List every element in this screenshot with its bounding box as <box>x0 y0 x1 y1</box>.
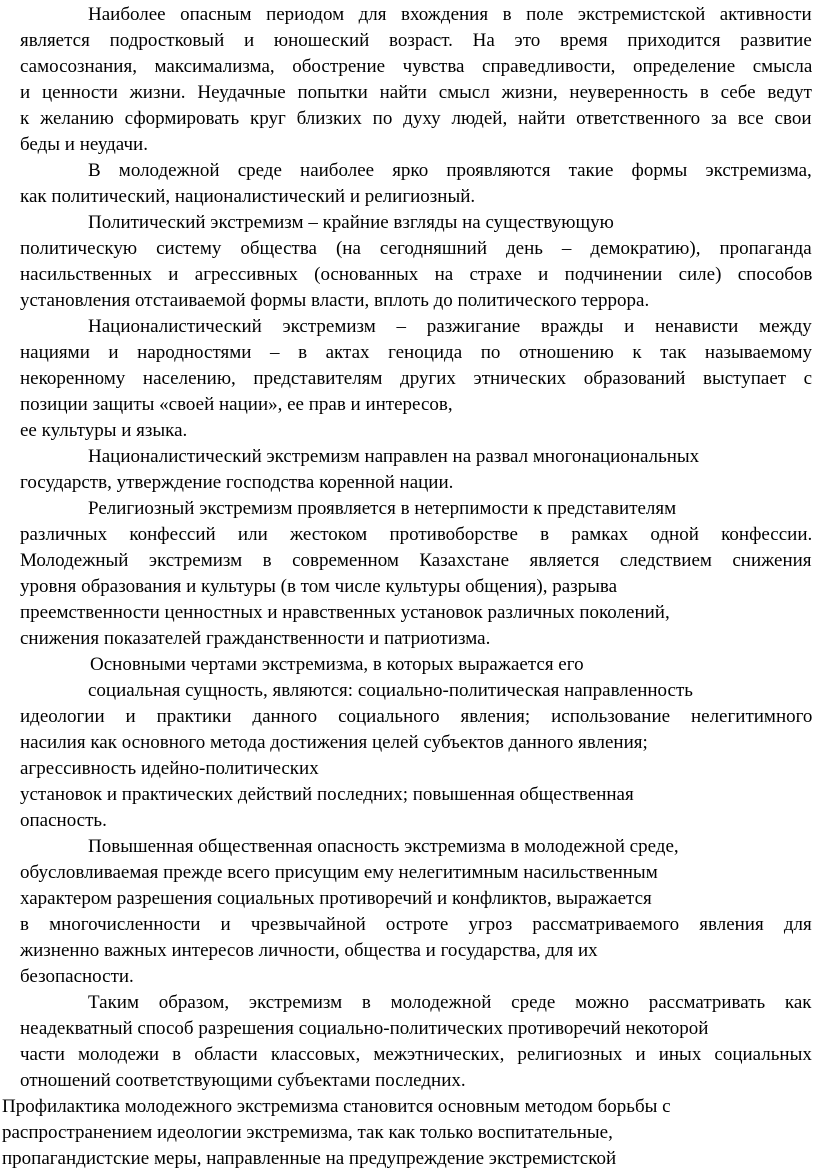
text-line: позиции защиты «своей нации», ее прав и интересов, <box>20 394 453 415</box>
text-line: распространением идеологии экстремизма, так как только воспитательные, <box>2 1122 613 1143</box>
text-line: преемственности ценностных и нравственных установок различных поколений, <box>20 602 670 623</box>
text-line: установок и практических действий последних; повышенная общественная <box>20 784 634 805</box>
text-line: как политический, националистический и религиозный. <box>20 186 476 207</box>
text-line: государств, утверждение господства коренной нации. <box>20 472 454 493</box>
text-line: некоренному населению, представителям других этнических образований выступает с <box>20 368 813 389</box>
text-line: Профилактика молодежного экстремизма становится основным методом борьбы с <box>2 1096 671 1117</box>
text-line: ее культуры и языка. <box>20 420 188 441</box>
text-line: является подростковый и юношеский возраст. На это время приходится развитие <box>20 30 812 51</box>
text-line: установления отстаиваемой формы власти, вплоть до политического террора. <box>20 290 650 311</box>
text-line: идеологии и практики данного социального явления; использование нелегитимного <box>20 706 813 727</box>
text-line: насилия как основного метода достижения целей субъектов данного явления; <box>20 732 648 753</box>
text-line: Политический экстремизм – крайние взгляды на существующую <box>88 212 614 233</box>
text-line: нациями и народностями – в актах геноцида по отношению к так называемому <box>20 342 813 363</box>
text-line: Националистический экстремизм – разжигание вражды и ненависти между <box>88 316 812 337</box>
text-line: безопасности. <box>20 966 134 987</box>
text-line: снижения показателей гражданственности и патриотизма. <box>20 628 491 649</box>
text-line: различных конфессий или жестоком противоборстве в рамках одной конфессии. <box>20 524 813 545</box>
text-line: обусловливаемая прежде всего присущим ему нелегитимным насильственным <box>20 862 658 883</box>
text-line: Основными чертами экстремизма, в которых выражается его <box>90 654 584 675</box>
text-line: пропагандистские меры, направленные на предупреждение экстремистской <box>2 1148 617 1169</box>
text-line: Религиозный экстремизм проявляется в нетерпимости к представителям <box>88 498 677 519</box>
text-line: беды и неудачи. <box>20 134 148 155</box>
text-line: уровня образования и культуры (в том числе культуры общения), разрыва <box>20 576 618 597</box>
text-line: к желанию сформировать круг близких по духу людей, найти ответственного за все свои <box>20 108 812 129</box>
text-line: и ценности жизни. Неудачные попытки найти смысл жизни, неуверенность в себе ведут <box>20 82 812 103</box>
text-line: жизненно важных интересов личности, общества и государства, для их <box>20 940 598 961</box>
text-line: политическую систему общества (на сегодняшний день – демократию), пропаганда <box>20 238 812 259</box>
text-line: опасность. <box>20 810 107 831</box>
text-line: части молодежи в области классовых, межэтнических, религиозных и иных социальных <box>20 1044 812 1065</box>
text-line: Молодежный экстремизм в современном Казахстане является следствием снижения <box>20 550 812 571</box>
text-line: Повышенная общественная опасность экстремизма в молодежной среде, <box>88 836 679 857</box>
text-line: агрессивность идейно-политических <box>20 758 319 779</box>
text-line: Националистический экстремизм направлен на развал многонациональных <box>88 446 700 467</box>
text-line: самосознания, максимализма, обострение чувства справедливости, определение смысла <box>20 56 813 77</box>
text-line: отношений соответствующими субъектами последних. <box>20 1070 466 1091</box>
text-line: насильственных и агрессивных (основанных на страхе и подчинении силе) способов <box>20 264 813 285</box>
text-line: в многочисленности и чрезвычайной остроте угроз рассматриваемого явления для <box>20 914 812 935</box>
text-line: Таким образом, экстремизм в молодежной среде можно рассматривать как <box>88 992 812 1013</box>
text-line: характером разрешения социальных противоречий и конфликтов, выражается <box>20 888 652 909</box>
text-line: В молодежной среде наиболее ярко проявляются такие формы экстремизма, <box>88 160 812 181</box>
text-line: неадекватный способ разрешения социально-политических противоречий некоторой <box>20 1018 709 1039</box>
text-line: социальная сущность, являются: социально-политическая направленность <box>88 680 693 701</box>
text-line: Наиболее опасным периодом для вхождения в поле экстремистской активности <box>88 4 812 25</box>
